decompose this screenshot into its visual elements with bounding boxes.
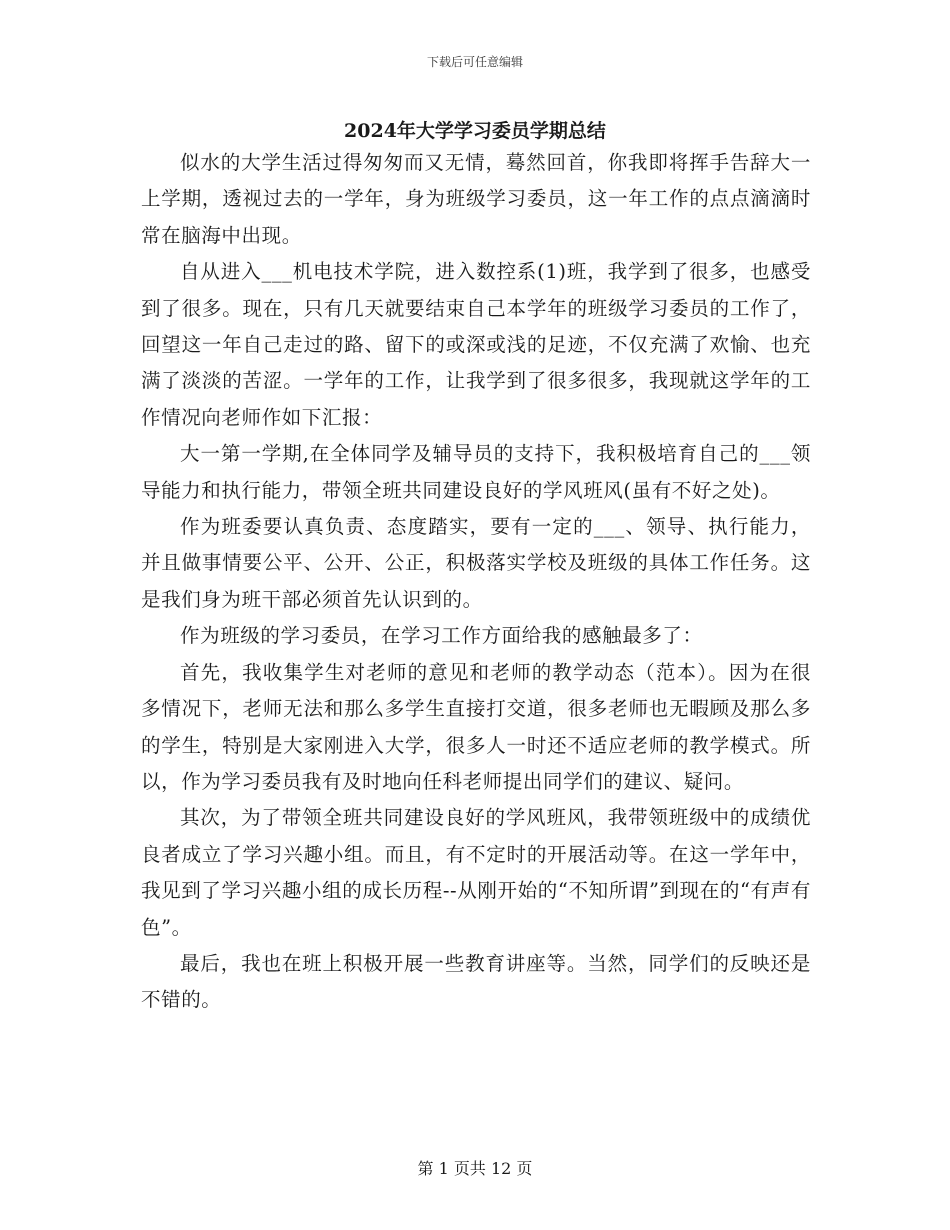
page-footer: 第 1 页共 12 页 xyxy=(417,1159,533,1178)
paragraph: 似水的大学生活过得匆匆而又无情，蓦然回首，你我即将挥手告辞大一上学期，透视过去的一学年，身为班级学习委员，这一年工作的点点滴滴时常在脑海中出现。 xyxy=(141,151,811,247)
paragraph: 首先，我收集学生对老师的意见和老师的教学动态（范本）。因为在很多情况下，老师无法和那么多学生直接打交道，很多老师也无暇顾及那么多的学生，特别是大家刚进入大学，很多人一时还不适应老师的教学模式。所以，作为学习委员我有及时地向任科老师提出同学们的建议、疑问。 xyxy=(141,660,811,793)
paragraph: 其次，为了带领全班共同建设良好的学风班风，我带领班级中的成绩优良者成立了学习兴趣小组。而且，有不定时的开展活动等。在这一学年中，我见到了学习兴趣小组的成长历程--从刚开始的“不知所谓”到现在的“有声有色”。 xyxy=(141,806,811,939)
document-body xyxy=(141,145,811,1019)
header-note: 下载后可任意编辑 xyxy=(426,55,523,69)
paragraph: 作为班级的学习委员，在学习工作方面给我的感触最多了： xyxy=(180,624,703,648)
paragraph: 大一第一学期,在全体同学及辅导员的支持下，我积极培育自己的___领导能力和执行能力，带领全班共同建设良好的学风班风(虽有不好之处)。 xyxy=(141,442,811,502)
paragraph: 作为班委要认真负责、态度踏实，要有一定的___、领导、执行能力，并且做事情要公平、公开、公正，积极落实学校及班级的具体工作任务。这是我们身为班干部必须首先认识到的。 xyxy=(141,515,811,611)
paragraph: 自从进入___机电技术学院，进入数控系(1)班，我学到了很多，也感受到了很多。现在，只有几天就要结束自己本学年的班级学习委员的工作了，回望这一年自己走过的路、留下的或深或浅的足迹，不仅充满了欢愉、也充满了淡淡的苦涩。一学年的工作，让我学到了很多很多，我现就这学年的工作情况向老师作如下汇报： xyxy=(141,260,811,429)
document-title: 2024年大学学习委员学期总结 xyxy=(344,120,606,142)
paragraph: 最后，我也在班上积极开展一些教育讲座等。当然，同学们的反映还是不错的。 xyxy=(141,951,811,1012)
